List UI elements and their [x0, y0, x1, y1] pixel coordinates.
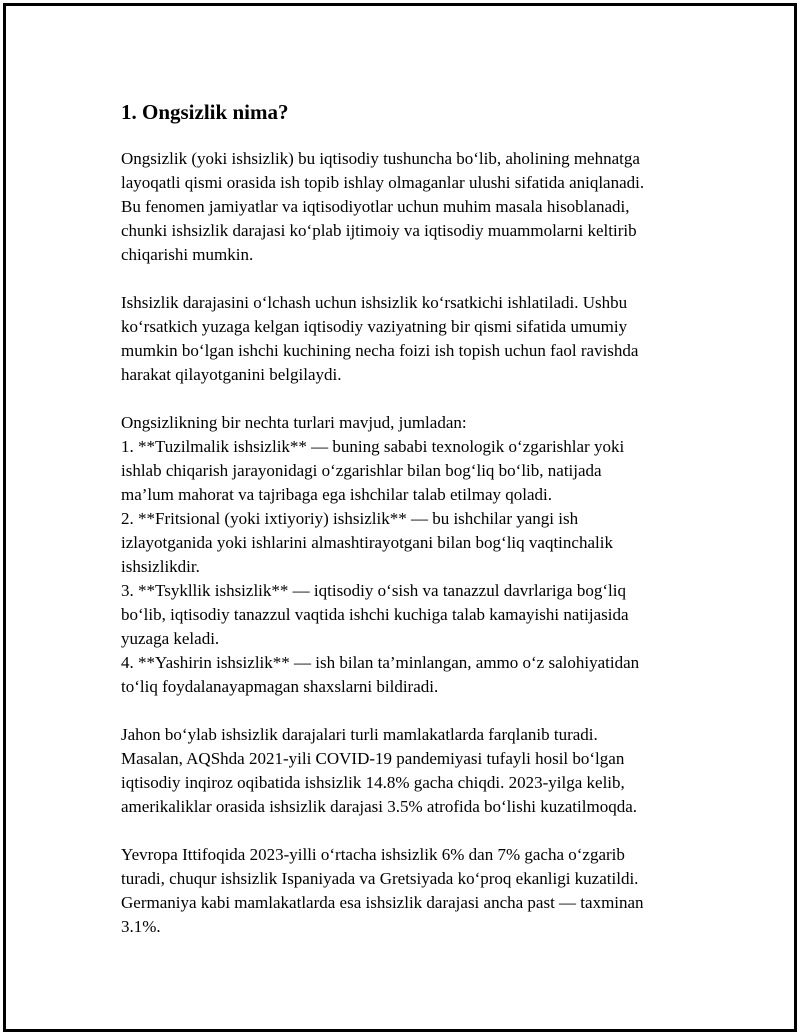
page-frame	[3, 3, 797, 1032]
text-line: ko‘rsatkich yuzaga kelgan iqtisodiy vaziyatning bir qismi sifatida umumiy	[121, 317, 628, 336]
text-line: Masalan, AQShda 2021-yili COVID-19 pandemiyasi tufayli hosil bo‘lgan	[121, 749, 625, 768]
page-title: 1. Ongsizlik nima?	[121, 100, 289, 124]
list-item-structural: 1. **Tuzilmalik ishsizlik** — buning sababi texnologik o‘zgarishlar yoki	[121, 437, 625, 456]
text-line: mumkin bo‘lgan ishchi kuchining necha foizi ish topish uchun faol ravishda	[121, 341, 639, 360]
paragraph-definition	[121, 147, 701, 267]
text-line: Germaniya kabi mamlakatlarda esa ishsizlik darajasi ancha past — taxminan	[121, 893, 644, 912]
text-line: Ishsizlik darajasini o‘lchash uchun ishsizlik ko‘rsatkichi ishlatiladi. Ushbu	[121, 293, 628, 312]
text-line: Yevropa Ittifoqida 2023-yilli o‘rtacha ishsizlik 6% dan 7% gacha o‘zgarib	[121, 845, 625, 864]
text-line: amerikaliklar orasida ishsizlik darajasi 3.5% atrofida bo‘lishi kuzatilmoqda.	[121, 797, 637, 816]
text-line: turadi, chuqur ishsizlik Ispaniyada va Gretsiyada ko‘proq ekanligi kuzatildi.	[121, 869, 639, 888]
text-line: ma’lum mahorat va tajribaga ega ishchilar talab etilmay qoladi.	[121, 485, 552, 504]
paragraph-eu-rates	[121, 843, 701, 939]
text-line: Ongsizlik (yoki ishsizlik) bu iqtisodiy tushuncha bo‘lib, aholining mehnatga	[121, 149, 640, 168]
text-line: Bu fenomen jamiyatlar va iqtisodiyotlar uchun muhim masala hisoblanadi,	[121, 197, 630, 216]
text-line: ishsizlikdir.	[121, 557, 200, 576]
text-line: 3.1%.	[121, 917, 161, 936]
text-line: harakat qilayotganini belgilaydi.	[121, 365, 342, 384]
text-line: Jahon bo‘ylab ishsizlik darajalari turli mamlakatlarda farqlanib turadi.	[121, 725, 598, 744]
list-item-frictional: 2. **Fritsional (yoki ixtiyoriy) ishsizlik** — bu ishchilar yangi ish	[121, 509, 579, 528]
text-line: ishlab chiqarish jarayonidagi o‘zgarishlar bilan bog‘liq bo‘lib, natijada	[121, 461, 602, 480]
text-line: chunki ishsizlik darajasi ko‘plab ijtimoiy va iqtisodiy muammolarni keltirib	[121, 221, 637, 240]
text-line: bo‘lib, iqtisodiy tanazzul vaqtida ishchi kuchiga talab kamayishi natijasida	[121, 605, 629, 624]
list-item-hidden: 4. **Yashirin ishsizlik** — ish bilan ta’minlangan, ammo o‘z salohiyatidan	[121, 653, 640, 672]
text-line: izlayotganida yoki ishlarini almashtirayotgani bilan bog‘liq vaqtinchalik	[121, 533, 613, 552]
document-body	[121, 92, 701, 963]
list-item-cyclical: 3. **Tsykllik ishsizlik** — iqtisodiy o‘sish va tanazzul davrlariga bog‘liq	[121, 581, 626, 600]
paragraph-world-rates	[121, 723, 701, 819]
text-line: chiqarishi mumkin.	[121, 245, 254, 264]
text-line: to‘liq foydalanayapmagan shaxslarni bildiradi.	[121, 677, 439, 696]
text-line: yuzaga keladi.	[121, 629, 220, 648]
paragraph-types	[121, 411, 701, 699]
text-line: Ongsizlikning bir nechta turlari mavjud, jumladan:	[121, 413, 467, 432]
text-line: layoqatli qismi orasida ish topib ishlay olmaganlar ulushi sifatida aniqlanadi.	[121, 173, 645, 192]
text-line: iqtisodiy inqiroz oqibatida ishsizlik 14.8% gacha chiqdi. 2023-yilga kelib,	[121, 773, 625, 792]
paragraph-measurement	[121, 291, 701, 387]
